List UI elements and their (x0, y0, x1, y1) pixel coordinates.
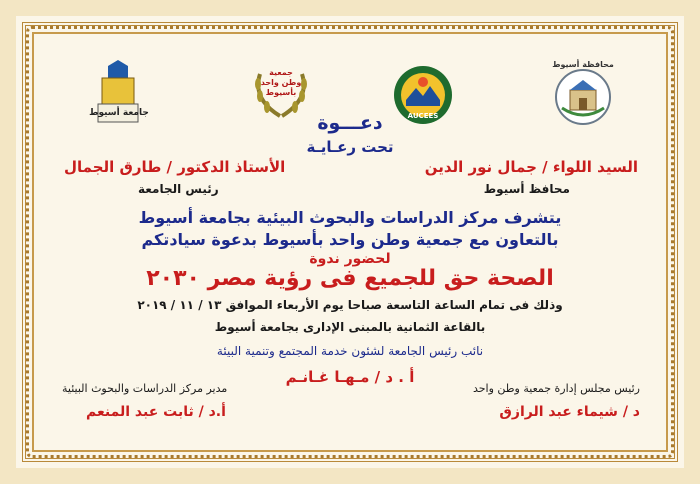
governor-name: السيد اللواء / جمال نور الدين (424, 158, 638, 176)
association-chair-title: رئيس مجلس إدارة جمعية وطن واحد (472, 382, 640, 395)
seminar-title: الصحة حق للجميع فى رؤية مصر ٢٠٣٠ (146, 266, 554, 291)
invitation-heading: دعـــوة (317, 112, 383, 134)
university-logo-caption: جامعة أسيوط (89, 108, 149, 118)
body-line-2: بالتعاون مع جمعية وطن واحد بأسيوط بدعوة سيادتكم (141, 230, 559, 249)
governorate-logo-caption: محافظة أسيوط (552, 60, 614, 69)
body-line-4: وذلك فى تمام الساعة التاسعة صباحا يوم الأربعاء الموافق ١٣ / ١١ / ٢٠١٩ (137, 298, 563, 312)
association-logo-text (246, 68, 316, 98)
university-president-name: الأستاذ الدكتور / طارق الجمال (64, 158, 286, 176)
center-director-name: أ.د / ثابت عبد المنعم (86, 404, 226, 420)
association-chair-name: د / شيماء عبد الرازق (499, 404, 640, 420)
vice-president-title: نائب رئيس الجامعة لشئون خدمة المجتمع وتنمية البيئة (216, 344, 484, 358)
body-line-5: بالقاعة الثمانية بالمبنى الإدارى بجامعة أسيوط (214, 320, 486, 334)
university-president-title: رئيس الجامعة (138, 182, 219, 196)
association-line-3: بأسيوط (265, 88, 297, 97)
svg-text:AUCEES: AUCEES (407, 112, 439, 120)
governor-title: محافظ أسيوط (483, 182, 570, 196)
patronage-heading: تحت رعـايـة (306, 138, 394, 156)
center-director-title: مدير مركز الدراسات والبحوث البيئية (62, 382, 228, 395)
association-line-2: وطن واحد (260, 78, 302, 87)
vice-president-name: أ . د / مـهـا غـانـم (285, 368, 415, 386)
body-line-1: يتشرف مركز الدراسات والبحوث البيئية بجامعة أسيوط (138, 208, 562, 227)
association-line-1: جمعية (269, 68, 293, 77)
body-line-3: لحضور ندوة (309, 251, 391, 267)
